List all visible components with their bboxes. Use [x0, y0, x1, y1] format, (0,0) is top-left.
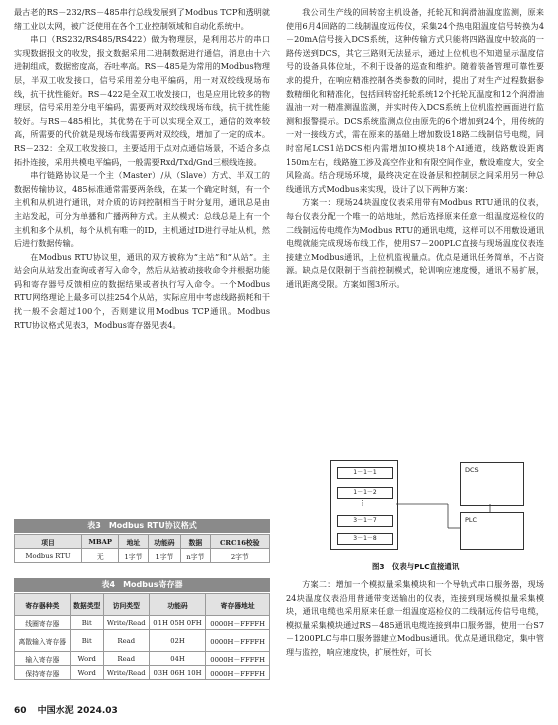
paragraph: 在Modbus RTU协议里，通讯的双方被称为“主站”和“从站”。主站会向从站发出查询或者写入命令，然后从站被动接收命令并根据功能码和寄存器号反馈相应的数据结果或者执行写入命令。一个Modbus RTU网络理论上最多可以挂254个从站，实际应用中考虑线路损耗和干扰一般不会超过100个，否则建议用Modbus TCP通讯。Modbus RTU协议格式见表3，Modbus寄存器见表4。	[14, 251, 270, 330]
table3	[14, 534, 270, 563]
table-cell: 03H 06H 10H	[149, 666, 206, 680]
table-cell: 线圈寄存器	[15, 616, 71, 630]
column-header: 数据	[181, 535, 210, 549]
table-cell: 0000H－FFFFH	[206, 666, 270, 680]
column-header: 项目	[15, 535, 82, 549]
paragraph: 我公司生产线的回转窑主机设备，托轮瓦和润滑油温度监测，原来使用6月4回路的二线制温度远传仪，采集24个热电阻温度信号转换为4－20mA信号接入DCS系统，这种传输方式只能将四路温度中较高的一路传送到DCS，其它三路则无法显示，通过上位机也不知道显示温度信号的设备具体位址，不利于设备的巡查和维护。随着装备管理可靠性要求的提升，在响应精准控制各类参数的同时，提出了对生产过程数据参数精细化和精准化，包括回转窑托轮系统12个托轮瓦温度和12个润滑油温油一对一精准测温监测，并实时传入DCS系统上位机监控画面进行监测和报警提示。DCS系统监测点位由原先的6个增加到24个，用传统的一对一接线方式，需在原来的基础上增加数设18路二线制信号电缆，同时窑尾LCS1站DCS柜内需增加IO模块18个AI通道，线路敷设距离150m左右，线路施工涉及高空作业和有限空间作业，敷设难度大，安全风险高。结合现场环境，最终决定在设备层和控制层之间采用另一种总线通讯方式Modbus来实现，设计了以下两种方案：	[286, 7, 544, 194]
meter-box: 1－1－2	[337, 487, 393, 499]
table-cell: 04H	[149, 652, 206, 666]
table-cell: 输入寄存器	[15, 652, 71, 666]
column-header: 地址	[119, 535, 148, 549]
dcs-label: DCS	[465, 466, 479, 474]
table-cell: Bit	[70, 616, 103, 630]
table-row	[15, 652, 270, 666]
meter-box: 1－1－1	[337, 467, 393, 479]
table-cell: 01H 05H 0FH	[149, 616, 206, 630]
table3-caption: 表3 Modbus RTU协议格式	[14, 519, 270, 533]
table-cell: 保持寄存器	[15, 666, 71, 680]
column-header: 访问类型	[103, 594, 149, 616]
table-cell: Read	[103, 652, 149, 666]
page-footer	[14, 703, 118, 716]
table-cell: Word	[70, 652, 103, 666]
table-cell: 0000H－FFFFH	[206, 616, 270, 630]
table-cell: 无	[82, 549, 119, 563]
table-cell: 0000H－FFFFH	[206, 630, 270, 652]
table-cell: Modbus RTU	[15, 549, 82, 563]
meter-box: 3－1－8	[337, 533, 393, 545]
table-row	[15, 549, 270, 563]
ellipsis: ⋮	[359, 499, 366, 507]
paragraph: 串行链路协议是一个主（Master）/从（Slave）方式、半双工的数据传输协议，485标准通常需要两条线，在某一个确定时刻，有一个主机和从机进行通讯，对介质的访问控制相当于时分复用，通讯总是由主站发起，可分为单播和广播两种方式。主从模式：总线总是上有一个主机和多个从机，每个从机有唯一的ID，主机通过ID进行寻址从机，然后进行数据传输。	[14, 170, 270, 249]
figure-diagram	[330, 460, 530, 560]
column-header: 数据类型	[70, 594, 103, 616]
table-cell: 02H	[149, 630, 206, 652]
plc-label: PLC	[465, 516, 478, 524]
table-header-row	[15, 535, 270, 549]
journal-issue: 2024.03	[76, 706, 118, 716]
table-cell: 1字节	[119, 549, 148, 563]
table-cell: Bit	[70, 630, 103, 652]
paragraph: 最古老的RS－232/RS－485串行总线发展到了Modbus TCP和透明就绪工业以太网，被广泛使用在各个工业控制领域和自动化系统中。	[14, 7, 270, 31]
column-header: 功能码	[148, 535, 181, 549]
column-header: 寄存器地址	[206, 594, 270, 616]
table-header-row	[15, 594, 270, 616]
table-cell: Word	[70, 666, 103, 680]
table-row	[15, 666, 270, 680]
table-row	[15, 630, 270, 652]
right-column	[286, 6, 544, 352]
column-header: 寄存器种类	[15, 594, 71, 616]
column-header: 功能码	[149, 594, 206, 616]
table-cell: 1字节	[148, 549, 181, 563]
table-cell: Write/Read	[103, 616, 149, 630]
table-cell: Read	[103, 630, 149, 652]
table-cell: Write/Read	[103, 666, 149, 680]
page-number: 60	[14, 706, 27, 716]
right-column-continued	[286, 578, 544, 698]
table-cell: 0000H－FFFFH	[206, 652, 270, 666]
table4	[14, 593, 270, 680]
left-column	[14, 6, 270, 514]
paragraph: 方案一：现场24块温度仪表采用带有Modbus RTU通讯的仪表，每台仪表分配一个唯一的站地址，然后选择原来任意一组温度巡检仪的二线制远传电缆作为Modbus RTU的通讯电缆，这样可以不用敷设通讯电缆就能完成现场布线工作，使用S7－200PLC直接与现场温度仪表连接建立Modbus通讯，上位机监视量点。优点是通讯任务简单，不占资源。缺点是仅限制于当前控制模式，轮训响应速度慢，通讯不易扩展，通讯距离受限。方案如图3所示。	[286, 197, 544, 289]
meter-box: 3－1－7	[337, 515, 393, 527]
paragraph: 串口（RS232/RS485/RS422）做为物理层，是利用芯片的串口实现数据报文的收发，报文数据采用二进制数据进行通信，消息由十六进制组成，数据密度高，吞吐率高。RS－485是为常用的Modbus物理层，半双工收发接口，信号采用差分电平编码，用一对双绞线现场布线，抗干扰性能好。RS－422是全双工收发接口，也是应用比较多的物理层，信号采用差分电平编码，需要两对双绞线现场布线，抗干扰性能较好。与RS－485相比，其优势在于可以实现全双工，通信的效率较高，所需要的代价就是现场布线需要两对双绞线，增加了一定的成本。RS－232：全双工收发接口，主要适用于点对点通信场景，不适合多点拓扑连接，采用共模电平编码，一般需要Rxd/Txd/Gnd三根线连接。	[14, 34, 270, 167]
table-cell: 2字节	[210, 549, 269, 563]
column-header: MBAP	[82, 535, 119, 549]
journal-name: 中国水泥	[37, 706, 74, 716]
table-cell: n字节	[181, 549, 210, 563]
figure-connectors	[330, 460, 530, 560]
figure3-caption: 图3 仪表与PLC直接通讯	[372, 562, 460, 571]
table-row	[15, 616, 270, 630]
table-cell: 离散输入寄存器	[15, 630, 71, 652]
column-header: CRC16校验	[210, 535, 269, 549]
paragraph: 方案二：增加一个模拟量采集模块和一个导轨式串口服务器，现场24块温度仪表沿用普通带变送输出的仪表，连接到现场模拟量采集模块，通讯电缆也采用原来任意一组温度巡检仪的二线制远传信号电缆，模拟量采集模块通过RS－485通讯电缆连接到串口服务器，使用一台S7－1200PLC与串口服务器建立Modbus通讯。优点是通讯稳定，集中管理与监控，响应速度快，扩展性好，可长	[286, 579, 544, 657]
table4-caption: 表4 Modbus寄存器	[14, 578, 270, 592]
